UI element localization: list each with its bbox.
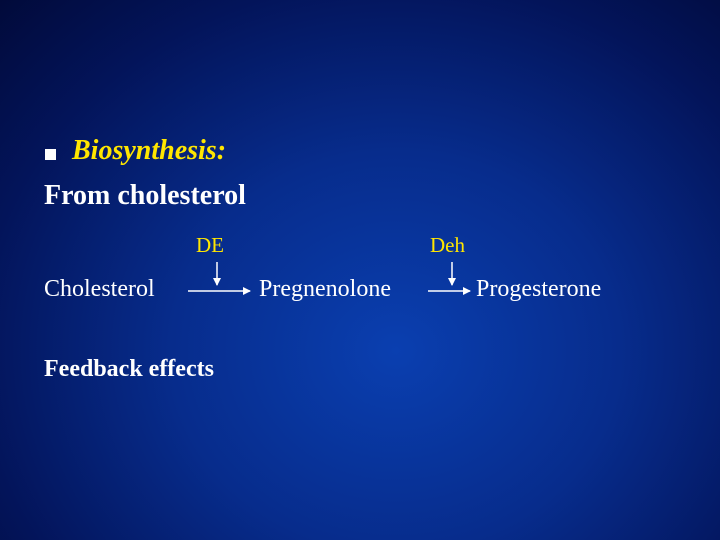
slide-subheading: From cholesterol xyxy=(44,180,246,211)
feedback-label: Feedback effects xyxy=(44,356,214,382)
enzyme-label-de: DE xyxy=(196,233,224,257)
node-progesterone: Progesterone xyxy=(476,276,602,302)
slide-heading: Biosynthesis: xyxy=(72,135,227,166)
enzyme-label-deh: Deh xyxy=(430,233,465,257)
node-pregnenolone: Pregnenolone xyxy=(259,276,391,302)
node-cholesterol: Cholesterol xyxy=(44,276,155,302)
